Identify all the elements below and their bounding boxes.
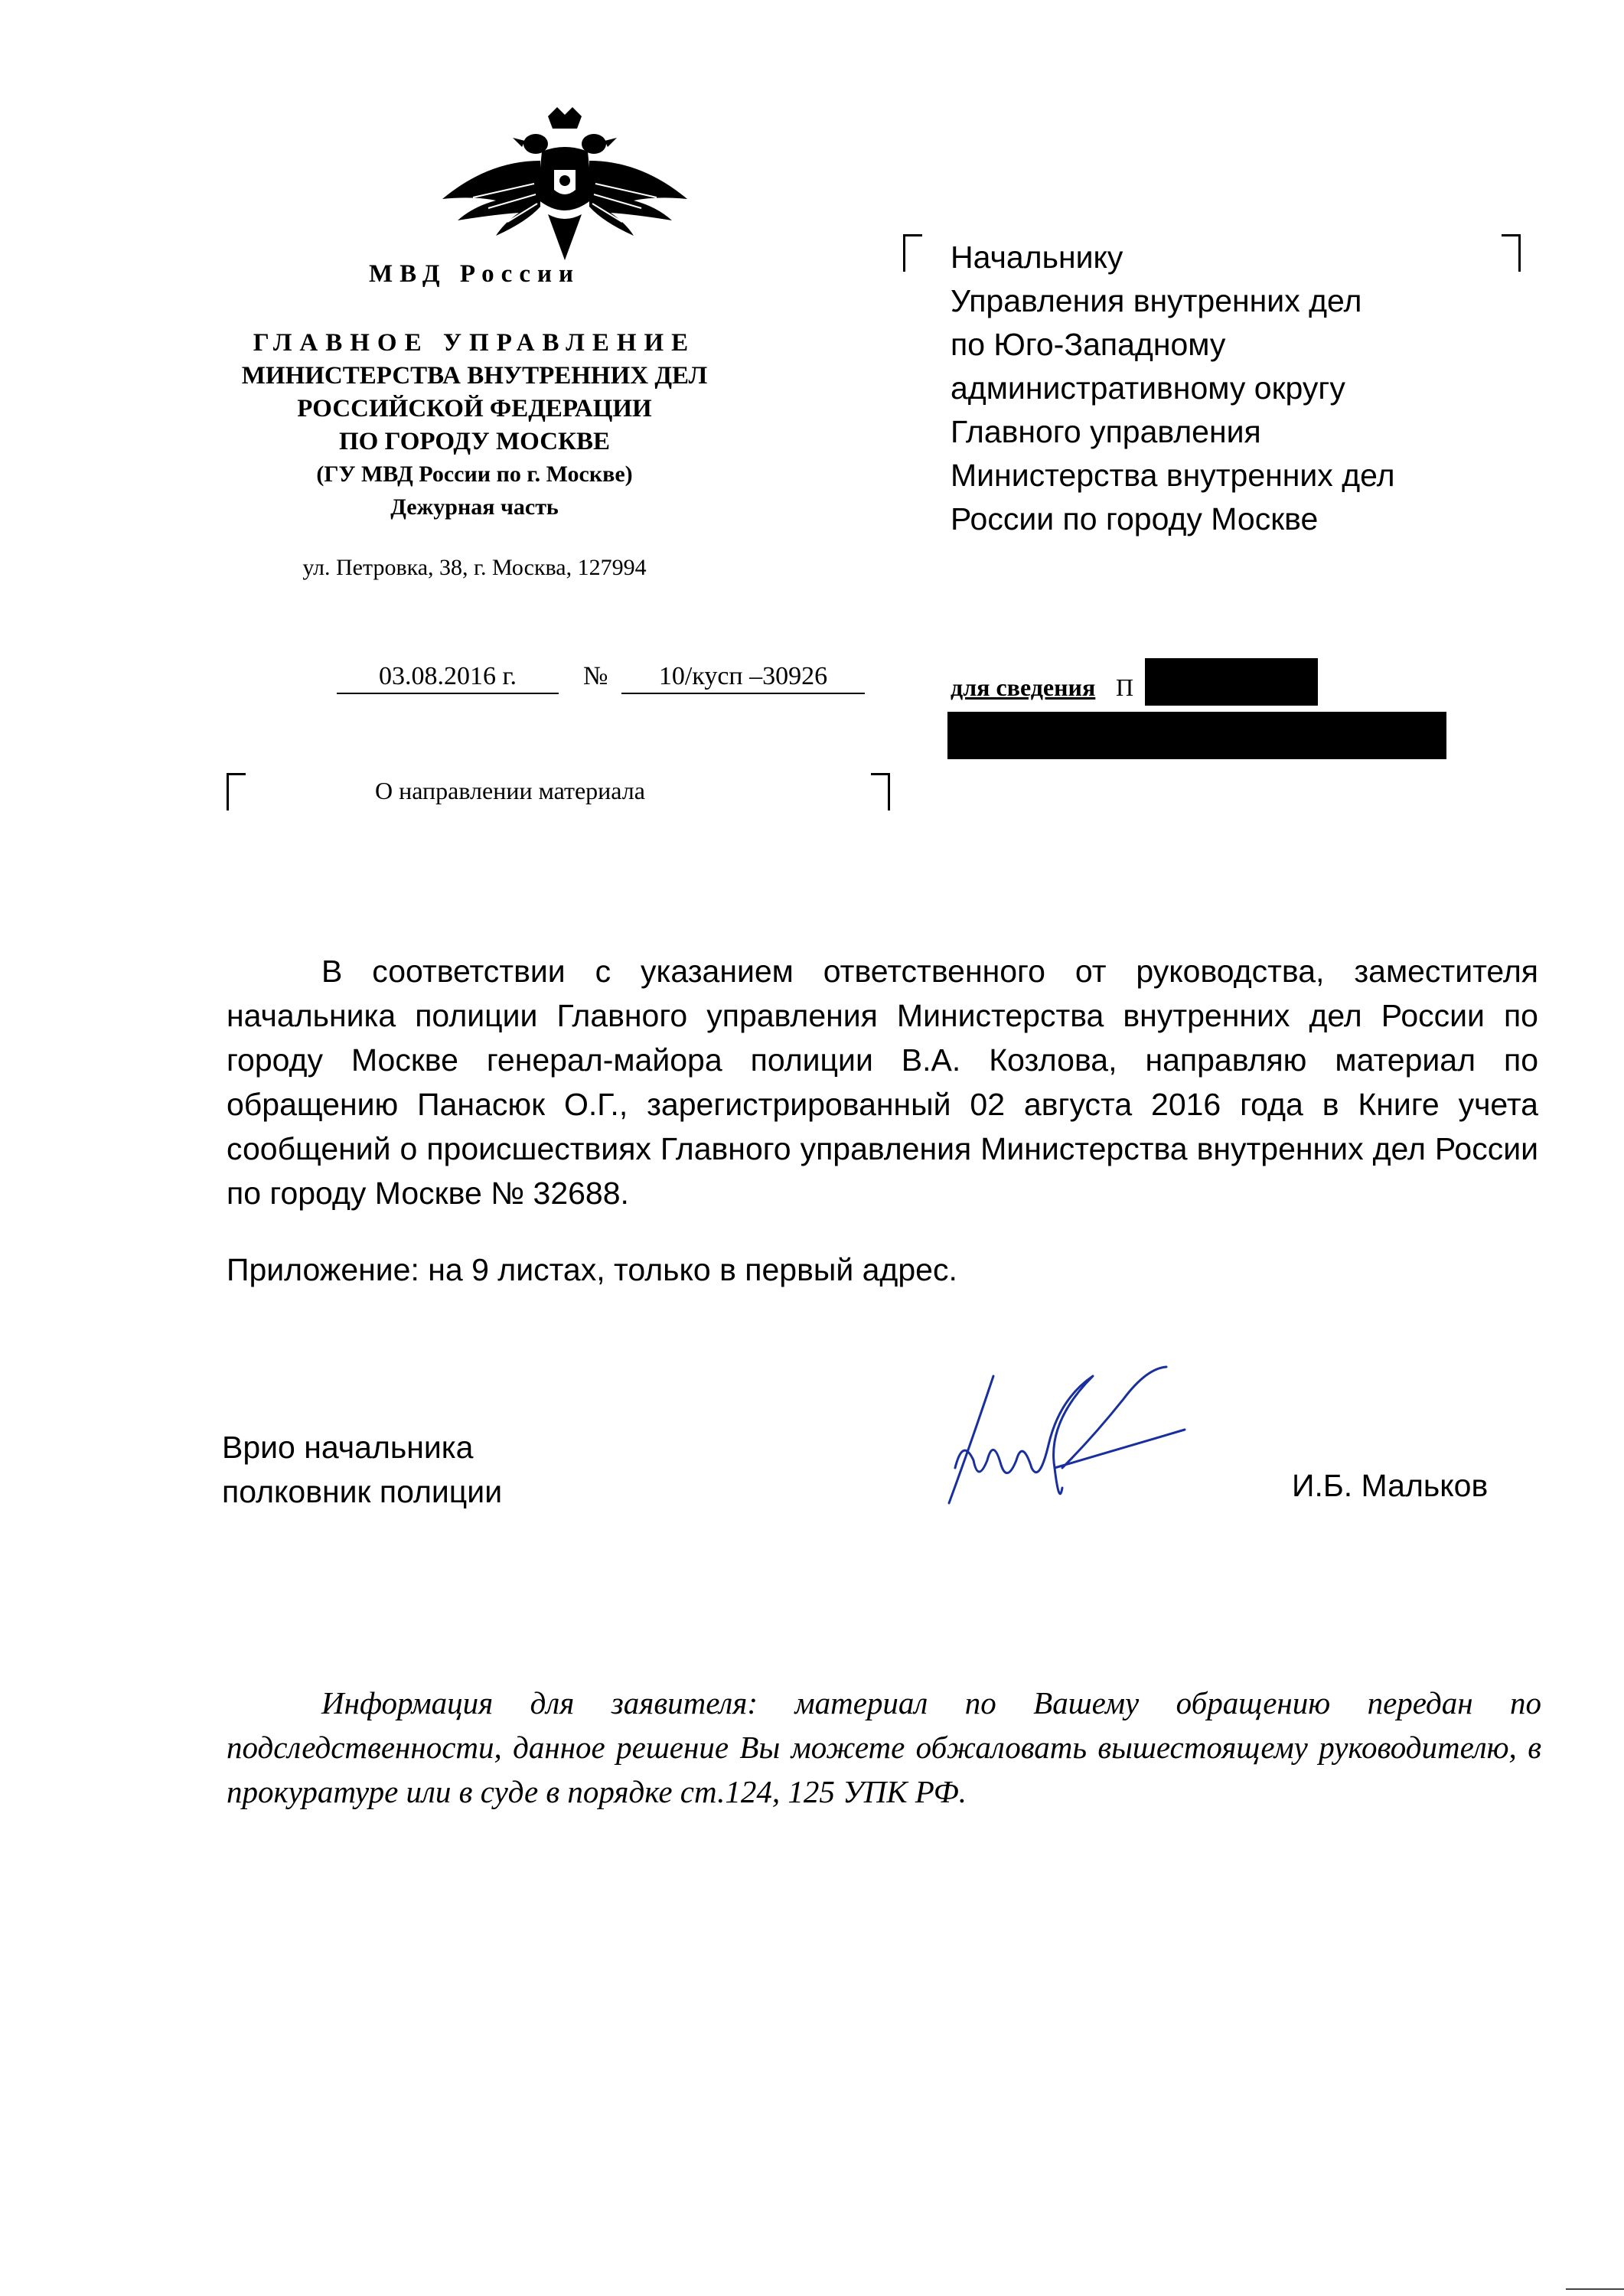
subject-bracket-right (871, 773, 890, 810)
org-address: ул. Петровка, 38, г. Москва, 127994 (302, 555, 647, 580)
org-name-line-4: ПО ГОРОДУ МОСКВЕ (339, 428, 610, 455)
recipient-line: Главного управления (951, 414, 1261, 449)
ministry-short-name: МВД России (368, 260, 580, 288)
org-abbreviation: (ГУ МВД России по г. Москве) (316, 461, 633, 487)
recipient-block (951, 236, 1532, 541)
body-paragraph: В соответствии с указанием ответственного от руководства, заместителя начальника полиции Главного управления Министерства внутренних дел России по городу Москве генерал-майора полиции В.А. Козлова, направляю материал по обращению Панасюк О.Г., зарегистрированный 02 августа 2016 года в Книге учета сообщений о происшествиях Главного управления Министерства внутренних дел России по городу Москве № 32688. (227, 954, 1538, 1211)
double-headed-eagle-icon (442, 107, 687, 268)
department-name: Дежурная часть (390, 494, 559, 520)
signer-position-line-1: Врио начальника (222, 1430, 474, 1465)
org-name-line-2: МИНИСТЕРСТВА ВНУТРЕННИХ ДЕЛ (241, 362, 708, 390)
recipient-bracket-left (903, 234, 922, 272)
cc-label: для сведения (951, 673, 1096, 701)
cc-name-visible-part: П (1116, 673, 1134, 701)
signer-position (222, 1425, 502, 1514)
recipient-line: Министерства внутренних дел (951, 458, 1395, 493)
document-date: 03.08.2016 г. (337, 662, 559, 694)
redaction-box (1145, 658, 1318, 706)
subject-bracket-left (227, 773, 246, 810)
org-name-line-3: РОССИЙСКОЙ ФЕДЕРАЦИИ (297, 395, 652, 422)
signer-name: И.Б. Мальков (1292, 1468, 1489, 1503)
subject-line: О направлении материала (375, 777, 645, 804)
signer-position-line-2: полковник полиции (222, 1474, 503, 1509)
org-name-line-1: ГЛАВНОЕ УПРАВЛЕНИЕ (253, 329, 696, 357)
recipient-line: России по городу Москве (951, 501, 1319, 536)
document-number: 10/кусп –30926 (621, 662, 865, 694)
number-sign: № (583, 662, 608, 690)
recipient-line: Начальнику (951, 240, 1123, 275)
recipient-line: Управления внутренних дел (951, 283, 1362, 318)
recipient-line: по Юго-Западному (951, 327, 1226, 362)
applicant-info: Информация для заявителя: материал по Вашему обращению передан по подследственности, данное решение Вы можете обжаловать вышестоящему руководителю, в прокуратуре или в суде в порядке ст.124, 125 УПК РФ. (227, 1685, 1541, 1809)
recipient-line: административному округу (951, 370, 1345, 406)
redaction-box (947, 712, 1446, 759)
attachment-note: Приложение: на 9 листах, только в первый адрес. (227, 1252, 957, 1287)
scan-artifact-line (1566, 2288, 1624, 2290)
handwritten-signature-icon (940, 1353, 1192, 1514)
